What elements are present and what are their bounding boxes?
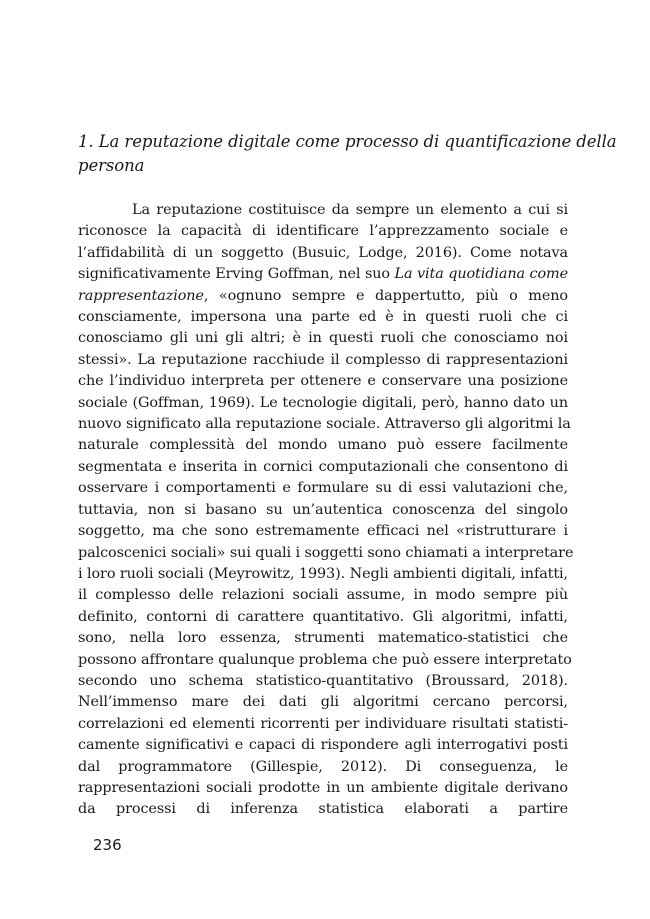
paragraph-line: da processi di inferenza statistica elaborati a partire xyxy=(78,801,568,818)
paragraph-line: riconosce la capacità di identificare l’apprezzamento sociale e xyxy=(78,223,568,240)
paragraph-line: stessi». La reputazione racchiude il complesso di rappresentazioni xyxy=(78,351,568,368)
paragraph-line: dal programmatore (Gillespie, 2012). Di conseguenza, le xyxy=(78,758,568,775)
page-number: 236 xyxy=(93,836,122,854)
paragraph-line: osservare i comportamenti e formulare su di essi valutazioni che, xyxy=(78,480,568,497)
paragraph-line: naturale complessità del mondo umano può essere facilmente xyxy=(78,437,568,454)
paragraph-text: , «ognuno sempre e dappertutto, più o meno xyxy=(203,287,568,304)
paragraph-text: significativamente Erving Goffman, nel suo xyxy=(78,266,395,283)
paragraph-line: soggetto, ma che sono estremamente efficaci nel «ristrutturare i xyxy=(78,523,568,540)
paragraph-line: conosciamo gli uni gli altri; è in questi ruoli che conosciamo noi xyxy=(78,330,568,347)
paragraph-line: tuttavia, non si basano su un’autentica conoscenza del singolo xyxy=(78,501,568,518)
paragraph-line: palcoscenici sociali» sui quali i soggetti sono chiamati a interpretare xyxy=(78,544,574,561)
body-paragraph xyxy=(78,200,574,821)
paragraph-line: possono affrontare qualunque problema che può essere interpretato xyxy=(78,651,572,668)
paragraph-line: secondo uno schema statistico-quantitativo (Broussard, 2018). xyxy=(78,672,568,689)
paragraph-line: definito, contorni di carattere quantitativo. Gli algoritmi, infatti, xyxy=(78,608,568,625)
paragraph-line: sono, nella loro essenza, strumenti matematico-statistici che xyxy=(78,630,568,647)
section-heading-line: persona xyxy=(78,156,145,175)
paragraph-line xyxy=(78,264,568,285)
paragraph-line: che l’individuo interpreta per ottenere e conservare una posizione xyxy=(78,373,568,390)
section-heading xyxy=(78,130,617,178)
book-title: La vita quotidiana come xyxy=(394,266,569,283)
paragraph-line: nuovo significato alla reputazione sociale. Attraverso gli algoritmi la xyxy=(78,416,571,433)
page-content xyxy=(78,130,617,821)
book-title-continued: rappresentazione xyxy=(78,287,204,304)
paragraph-line: rappresentazioni sociali prodotte in un ambiente digitale derivano xyxy=(78,779,568,796)
section-heading-line: 1. La reputazione digitale come processo di quantificazione della xyxy=(78,132,617,151)
paragraph-line: i loro ruoli sociali (Meyrowitz, 1993). Negli ambienti digitali, infatti, xyxy=(78,565,569,582)
paragraph-line: Nell’immenso mare dei dati gli algoritmi cercano percorsi, xyxy=(78,694,568,711)
paragraph-line: correlazioni ed elementi ricorrenti per individuare risultati statisti- xyxy=(78,715,568,732)
paragraph-line xyxy=(78,286,568,307)
paragraph-line: l’affidabilità di un soggetto (Busuic, Lodge, 2016). Come notava xyxy=(78,244,568,261)
paragraph-line: segmentata e inserita in cornici computazionali che consentono di xyxy=(78,458,568,475)
paragraph-line: sociale (Goffman, 1969). Le tecnologie digitali, però, hanno dato un xyxy=(78,394,568,411)
paragraph-line: La reputazione costituisce da sempre un elemento a cui si xyxy=(132,202,568,218)
paragraph-line: il complesso delle relazioni sociali assume, in modo sempre più xyxy=(78,587,568,604)
paragraph-line: consciamente, impersona una parte ed è in questi ruoli che ci xyxy=(78,309,568,326)
paragraph-line: camente significativi e capaci di rispondere agli interrogativi posti xyxy=(78,737,568,754)
